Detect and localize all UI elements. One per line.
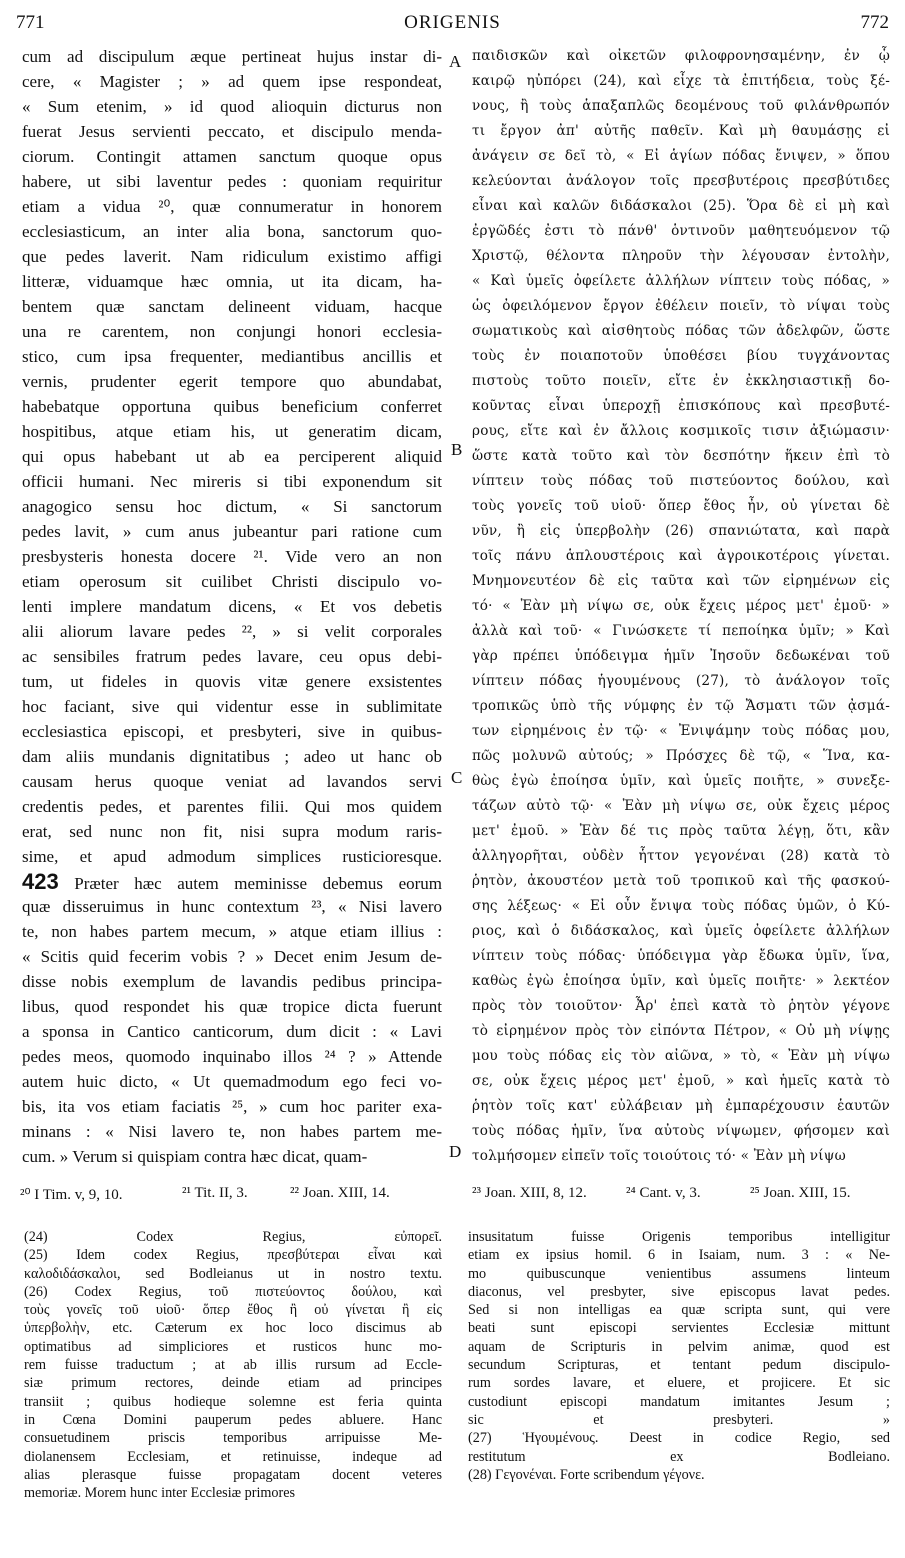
footnote-line: rem fuisse traductum ; at ab illis rursum ad Eccle-	[24, 1357, 442, 1374]
greek-text-line: ὡς ὀφειλόμενον ἔργον ἐθέλειν ποιεῖν, τὸ νίψαι τοὺς	[472, 298, 890, 314]
latin-text-line: bentem quæ sanctam delineent viduam, hacque	[22, 297, 442, 316]
footnotes-left-column	[24, 1228, 442, 1502]
right-page-number: 772	[860, 12, 889, 33]
footnotes-right-column	[468, 1228, 890, 1484]
greek-text-line: τάζων αὐτὸ τῷ· « Ἐὰν μὴ νίψω σε, οὐκ ἔχεις μέρος	[472, 798, 890, 814]
greek-text-line: τι ἔργον ἀπ' αὐτῆς παθεῖν. Καὶ μὴ θαυμάσῃς εἰ	[472, 123, 890, 139]
page-header	[16, 12, 889, 38]
latin-text-line: habere, ut sibi laventur pedes : quoniam requiritur	[22, 172, 442, 191]
footnote-line: diolanensem Ecclesiam, et retinuisse, indeque ad	[24, 1448, 442, 1465]
left-page-number: 771	[16, 12, 45, 33]
latin-text-line: presbysteris honesta docere ²¹. Vide vero an non	[22, 547, 442, 566]
greek-text-line: τοὺς πόδας ἡμῖν, ἵνα αὐτοὺς νίψωμεν, φήσομεν καὶ	[472, 1123, 890, 1139]
footnote-line: diaconus, vel presbyter, sive episcopus lavat pedes.	[468, 1283, 890, 1300]
greek-text-line: ὥστε κατὰ τοῦτο καὶ τὸν δεσπότην ἥκειν ἐπὶ τὸ	[472, 448, 890, 464]
footnote-line: mo quibuscunque venientibus assumens linteum	[468, 1265, 890, 1282]
footnote-line: (26) Codex Regius, τοῦ πιστεύοντος δούλου, καὶ	[24, 1283, 442, 1300]
footnote-line: secundum Scripturas, et tentant pedum discipulo-	[468, 1357, 890, 1374]
greek-text-line: ἀλληγορῆται, οὐδὲν ἧττον γεγονέναι (28) κατὰ τὸ	[472, 848, 890, 864]
latin-text-line: qui opus habebant ut ab ea perciperent aliquid	[22, 447, 442, 466]
scripture-references	[20, 1185, 890, 1207]
greek-text-line: ῥητὸν τοῖς κατ' εὐλάβειαν μὴ ἐμπαρέχουσιν ἑαυτῶν	[472, 1098, 890, 1114]
greek-text-line: Χριστῷ, θέλοντα πληροῦν τὴν λέγουσαν ἐντολὴν,	[472, 248, 890, 264]
latin-text-line: hospitibus, atque etiam his, ut generatim dicam,	[22, 422, 442, 441]
latin-text-line-content: Præter hæc autem meminisse debemus eorum	[74, 874, 442, 893]
greek-text-line: μου τοὺς πόδας εἰς τὸν αἰῶνα, » τὸ, « Ἐὰν μὴ νίψω	[472, 1048, 890, 1064]
latin-text-line: etiam operosum sit cuilibet Christi discipulo vo-	[22, 572, 442, 591]
latin-text-line	[22, 869, 442, 894]
greek-text-line: σης λέξεως· « Εἰ οὖν ἔνιψα τοὺς πόδας ὑμῶν, ὁ Κύ-	[472, 898, 890, 914]
footnote-line: optimatibus ad simpliciores et rusticos hunc mo-	[24, 1338, 442, 1355]
greek-text-line: μετ' ἐμοῦ. » Ἐὰν δέ τις πρὸς ταῦτα λέγῃ, ὅτι, κἂν	[472, 823, 890, 839]
greek-text-line: ρους, εἴτε καὶ ἐν ἄλλοις κοσμικοῖς τισιν ἀξιώμασιν·	[472, 423, 890, 439]
greek-text-line: ἐργῶδές ἐστι τὸ πάνθ' ὁντινοῦν μαθητευόμενον τῷ	[472, 223, 890, 239]
latin-text-line: cere, « Magister ; » ad quem ipse respondeat,	[22, 72, 442, 91]
greek-text-line: νίπτειν πόδας ἡγουμένους (27), τὸ ἀνάλογον τοῖς	[472, 673, 890, 689]
scripture-ref: ²⁰ I Tim. v, 9, 10.	[20, 1187, 123, 1203]
latin-text-line: « Scitis quid fecerim vobis ? » Decet enim Jesum de-	[22, 947, 442, 966]
latin-text-line: vernis, prudenter egerit tempore quo abundabat,	[22, 372, 442, 391]
footnote-line: in Cœna Domini pauperum pedes abluere. Hanc	[24, 1411, 442, 1428]
greek-text-line: τὸ εἰρημένον πρὸς τὸν εἰπόντα Πέτρον, « Οὐ μὴ νίψῃς	[472, 1023, 890, 1039]
greek-text-line: ἀνάγειν σε δεῖ τὸ, « Εἰ ἁγίων πόδας ἔνιψεν, » ὅπου	[472, 148, 890, 164]
margin-letter-d: D	[449, 1142, 462, 1161]
latin-text-line: ecclesiastica episcopi, et presbyteri, sive in quibus-	[22, 722, 442, 741]
greek-text-line: νίπτειν τοὺς πόδας· ὑπόδειγμα γὰρ ἔδωκα ὑμῖν, ἵνα,	[472, 948, 890, 964]
footnote-line: restitutum ex Bodleiano.	[468, 1448, 890, 1465]
section-number: 423	[22, 869, 59, 894]
latin-text-line: ac sensibiles fratrum pedes lavare, ceu opus debi-	[22, 647, 442, 666]
greek-text-line: των εἰρημένοις ἐν τῷ· « Ἐνιψάμην τοὺς πόδας μου,	[472, 723, 890, 739]
latin-text-line: hoc faciant, sive qui videntur esse in sublimitate	[22, 697, 442, 716]
greek-text-line: καθὼς ἐγὼ ἐποίησα ὑμῖν, καὶ ὑμεῖς ποιῆτε· » λεκτέον	[472, 973, 890, 989]
latin-text-line: bis, ita vos etiam faciatis ²⁵, » cum hoc pariter exa-	[22, 1097, 442, 1116]
greek-text-line: νους, ἢ τοὺς ἁπαξαπλῶς δεομένους τοῦ φιλάνθρωπόν	[472, 98, 890, 114]
greek-text-line: τοὺς γονεῖς τοῦ υἱοῦ· ὅπερ ἔθος ἦν, οὐ γίνεται δὲ	[472, 498, 890, 514]
greek-text-line: νίπτειν τοὺς πόδας τοῦ πιστεύοντος δούλου, καὶ	[472, 473, 890, 489]
scripture-ref: ²³ Joan. XIII, 8, 12.	[472, 1185, 587, 1201]
latin-text-line: ecclesiasticum, an inter alia bona, sanctorum quo-	[22, 222, 442, 241]
footnote-line: (25) Idem codex Regius, πρεσβύτεραι εἶναι καὶ	[24, 1247, 442, 1264]
running-title: ORIGENIS	[404, 12, 501, 33]
latin-text-line: stico, cum ipsa frequenter, mediantibus ancillis et	[22, 347, 442, 366]
latin-text-line: dam aliis mundanis dignitatibus ; adeo ut hanc ob	[22, 747, 442, 766]
footnote-line: custodiunt episcopi mandatum imitantes Jesum ;	[468, 1393, 890, 1410]
footnote-line: sic et presbyteri. »	[468, 1411, 890, 1428]
latin-text-line: autem huic dicto, « Ut quemadmodum ego feci vo-	[22, 1072, 442, 1091]
latin-text-line: « Sum etenim, » id quod alioquin dicturus non	[22, 97, 442, 116]
greek-text-line: θὼς ἐγὼ ἐποίησα ὑμῖν, καὶ ὑμεῖς ποιῆτε, » συνεξε-	[472, 773, 890, 789]
greek-text-line: παιδισκῶν καὶ οἰκετῶν φιλοφρονησαμένην, ἐν ᾧ	[472, 48, 890, 64]
latin-text-line: erat, sed nunc non fit, nisi supra modum raris-	[22, 822, 442, 841]
latin-text-line: a sponsa in Cantico canticorum, dum dicit : « Lavi	[22, 1022, 442, 1041]
greek-text-line: ἀλλὰ καὶ τοῦ· « Γινώσκετε τί πεποίηκα ὑμῖν; » Καὶ	[472, 623, 890, 639]
latin-text-line: ciorum. Contingit attamen sanctum quoque opus	[22, 147, 442, 166]
greek-text-line: τοῖς πάνυ ἁπλουστέροις καὶ ἀγροικοτέροις γίνεται.	[472, 548, 890, 564]
greek-text-line: « Καὶ ὑμεῖς ὀφείλετε ἀλλήλων νίπτειν τοὺς πόδας, »	[472, 273, 890, 289]
greek-text-line: τό· « Ἐὰν μὴ νίψω σε, οὐκ ἔχεις μέρος μετ' ἐμοῦ· »	[472, 598, 890, 614]
latin-text-line: credentis pedes, et parentes filii. Qui mos quidem	[22, 797, 442, 816]
footnote-line: ὑπερβολὴν, etc. Cæterum ex hoc loco discimus ab	[24, 1320, 442, 1337]
greek-text-line: ῥητὸν, ἀκουστέον μετὰ τοῦ τροπικοῦ καὶ τῆς φασκού-	[472, 873, 890, 889]
margin-letter-c: C	[451, 768, 463, 787]
scripture-ref: ²⁵ Joan. XIII, 15.	[750, 1185, 851, 1201]
latin-text-line: te, non habes partem mecum, » atque etiam illius :	[22, 922, 442, 941]
latin-text-line: libus, quod respondet his quæ tropice dicta fuerunt	[22, 997, 442, 1016]
latin-text-line: litteræ, viduamque hæc omnia, ut ita dicam, ha-	[22, 272, 442, 291]
scripture-ref: ²¹ Tit. II, 3.	[182, 1185, 248, 1201]
greek-text-line: πῶς μολυνῶ αὐτούς; » Πρόσχες δὲ τῷ, « Ἵνα, κα-	[472, 748, 890, 764]
footnote-line: rum sordes lavare, et eluere, et projicere. Et sic	[468, 1375, 890, 1392]
footnote-line: (28) Γεγονέναι. Forte scribendum γέγονε.	[468, 1466, 705, 1483]
footnote-line: beati sunt episcopi servientes Ecclesiæ mittunt	[468, 1320, 890, 1337]
footnote-line: etiam ex ipsius homil. 6 in Isaiam, num. 3 : « Ne-	[468, 1247, 890, 1264]
greek-text-line: σωματικοὺς καὶ αἰσθητοὺς πόδας τῶν ἀδελφῶν, ὥστε	[472, 323, 890, 339]
margin-letter-b: B	[451, 440, 463, 459]
footnote-line: (24) Codex Regius, εὐπορεῖ.	[24, 1229, 442, 1245]
latin-text-line: anagogico sensu hoc dictum, « Si sanctorum	[22, 497, 442, 516]
footnote-line: memoriæ. Morem hunc inter Ecclesiæ primores	[24, 1485, 296, 1502]
latin-text-line: fuerat Jesus servienti peccato, et discipulo menda-	[22, 122, 442, 141]
scripture-ref: ²⁴ Cant. v, 3.	[626, 1185, 701, 1201]
latin-text-line: alii aliorum lavare pedes ²², » si velit corporales	[22, 622, 442, 641]
footnote-line: (27) Ἡγουμένους. Deest in codice Regio, sed	[468, 1430, 890, 1447]
latin-text-column	[22, 44, 442, 1169]
latin-text-line: pedes lavit, » cum anus jubeantur pari ratione cum	[22, 522, 442, 541]
greek-text-line: τροπικῶς ὑπὸ τῆς νύμφης ἐν τῷ Ἄσματι τῶν ᾀσμά-	[472, 698, 890, 714]
latin-text-line: quæ disseruimus in hunc contextum ²³, « Nisi lavero	[22, 897, 442, 916]
latin-text-line: tum, ut fideles in quovis vitæ genere exsistentes	[22, 672, 442, 691]
latin-text-line: etiam a vidua ²⁰, quæ connumeratur in honorem	[22, 197, 442, 216]
latin-text-line: officii humani. Nec mireris si tibi exponendum sit	[22, 472, 442, 491]
greek-text-line: πρὸς τὸν τοιοῦτον· Ἆρ' ἐπεὶ κατὰ τὸ ῥητὸν γέγονε	[472, 998, 890, 1014]
latin-text-line: minans : « Nisi lavero te, non habes partem me-	[22, 1122, 442, 1141]
latin-text-line: cum ad discipulum æque pertineat hujus instar di-	[22, 47, 442, 66]
footnote-line: τοὺς γονεῖς τοῦ υἱοῦ· ὅπερ ἔθος ἢ οὐ γίνεται ἢ εἰς	[24, 1302, 442, 1319]
footnote-line: insusitatum fuisse Origenis temporibus intelligitur	[468, 1229, 890, 1245]
greek-text-line: Μνημονευτέον δὲ εἰς ταῦτα καὶ τῶν εἰρημένων εἰς	[472, 573, 890, 589]
greek-text-line: καιρῷ ηὐπόρει (24), καὶ εἶχε τὰ ἐπιτήδεια, τοὺς ξέ-	[472, 73, 890, 89]
latin-text-line: una re carentem, non conjungi honori ecclesia-	[22, 322, 442, 341]
footnote-line: alias plerasque fuisse propagatam docent veteres	[24, 1466, 442, 1483]
latin-text-line: lenti implere mandatum dicens, « Et vos debetis	[22, 597, 442, 616]
footnote-line: καλοδιδάσκαλοι, sed Bodleianus ut in nostro textu.	[24, 1265, 442, 1282]
greek-text-line: κελεύονται ἀνάλογον τοῖς πρεσβυτέροις πρεσβύτιδες	[472, 173, 890, 189]
latin-text-line: que pedes laverit. Nam ridiculum existimo affigi	[22, 247, 442, 266]
latin-text-line: cum. » Verum si quispiam contra hæc dicat, quam-	[22, 1147, 368, 1166]
footnote-line: siæ primum rectores, deinde etiam ad principes	[24, 1375, 442, 1392]
latin-text-line: sime, et apud admodum simplices rusticioresque.	[22, 847, 442, 866]
greek-text-column	[472, 44, 890, 1169]
greek-text-line: γὰρ πρέπει ὑπόδειγμα ἡμῖν Ἰησοῦν δεδωκέναι τοῦ	[472, 648, 890, 664]
latin-text-line: habebatque opportuna quibus beneficium conferret	[22, 397, 442, 416]
latin-text-line: pedes meos, quomodo inquinabo illos ²⁴ ? » Attende	[22, 1047, 442, 1066]
greek-text-line: σε, οὐκ ἔχεις μέρος μετ' ἐμοῦ, » καὶ ἡμεῖς κατὰ τὸ	[472, 1073, 890, 1089]
latin-text-line: disse nobis exemplum de lavandis pedibus principa-	[22, 972, 442, 991]
greek-text-line: κοῦντας εἶναι ὑπεροχῇ ἐπισκόπους καὶ πρεσβυτέ-	[472, 398, 890, 414]
greek-text-line: τολμήσομεν εἰπεῖν τοῖς τοιούτοις τό· « Ἐὰν μὴ νίψω	[472, 1148, 846, 1164]
greek-text-line: τοὺς ἐν ποιαποτοῦν ὑποθέσει βίου τυγχάνοντας	[472, 348, 890, 364]
greek-text-line: νῦν, ἢ εἰς ὑπερβολὴν (26) σπανιώτατα, καὶ παρὰ	[472, 523, 890, 539]
footnote-line: aquam de Scripturis in pelvim animæ, quod est	[468, 1338, 890, 1355]
footnote-line: transiit ; quibus hodieque solemne est feria quinta	[24, 1393, 442, 1410]
scripture-ref: ²² Joan. XIII, 14.	[290, 1185, 390, 1201]
greek-text-line: ριος, καὶ ὁ διδάσκαλος, καὶ ὑμεῖς ὀφείλετε ἀλλήλων	[472, 923, 890, 939]
greek-text-line: εἶναι καὶ καλῶν διδάσκαλοι (25). Ὅρα δὲ εἰ μὴ καὶ	[472, 198, 890, 214]
latin-text-line: causam herus quoque veniat ad lavandos servi	[22, 772, 442, 791]
footnote-line: consuetudinem priscis temporibus arripuisse Me-	[24, 1430, 442, 1447]
margin-letter-a: A	[449, 52, 462, 71]
footnote-line: Sed si non intelligas ea quæ scripta sunt, qui vere	[468, 1302, 890, 1319]
greek-text-line: πιστοὺς τοῦτο ποιεῖν, εἴτε ἐν ἐκκλησιαστικῇ δο-	[472, 373, 890, 389]
